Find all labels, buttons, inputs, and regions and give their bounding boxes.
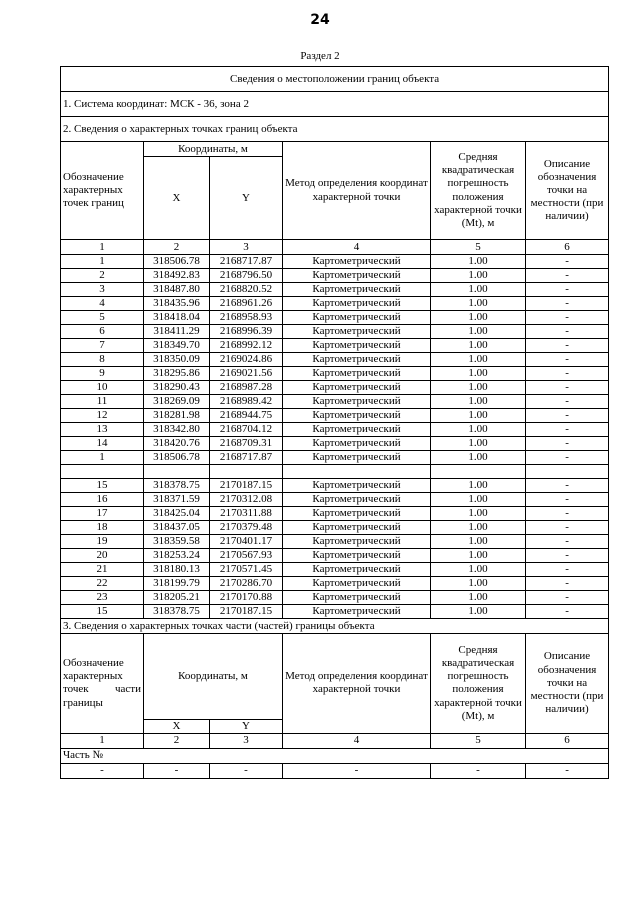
table-row <box>61 381 609 395</box>
cell-col-5: 1.00 <box>431 297 526 311</box>
cell-col-5: 1.00 <box>431 367 526 381</box>
table-row <box>61 311 609 325</box>
cell-col-5: 1.00 <box>431 479 526 493</box>
cell-col-1: 4 <box>61 297 144 311</box>
header3-x: X <box>144 720 210 734</box>
header-point-designation: Обозначение характерных точек границ <box>61 142 144 240</box>
cell-col-4: Картометрический <box>283 409 431 423</box>
table-row <box>61 563 609 577</box>
cell-col-3: 2170187.15 <box>210 605 283 619</box>
coordinate-system: 1. Система координат: МСК - 36, зона 2 <box>61 92 609 117</box>
boundary-table <box>60 66 609 779</box>
cell-col-3: 2168958.93 <box>210 311 283 325</box>
cell-col-4: Картометрический <box>283 493 431 507</box>
cell-col-1: 12 <box>61 409 144 423</box>
header3-point-designation: Обозначение характерных точек части границы <box>61 634 144 734</box>
cell-col-5: 1.00 <box>431 605 526 619</box>
cell-col-2: 318281.98 <box>144 409 210 423</box>
cell-col-2: 318487.80 <box>144 283 210 297</box>
cell-col-2: 318349.70 <box>144 339 210 353</box>
cell-col-4: Картометрический <box>283 339 431 353</box>
cell-col-6: - <box>526 409 609 423</box>
cell-col-5: 1.00 <box>431 283 526 297</box>
cell-col-3: 2168992.12 <box>210 339 283 353</box>
cell-col-4: Картометрический <box>283 297 431 311</box>
cell-col-5: 1.00 <box>431 269 526 283</box>
cell-col-5: 5 <box>431 240 526 255</box>
cell-col-1: 10 <box>61 381 144 395</box>
cell-col-5: 1.00 <box>431 325 526 339</box>
page-number: 24 <box>310 12 330 28</box>
cell-col-5: 1.00 <box>431 535 526 549</box>
table-row <box>61 521 609 535</box>
cell-col-4: Картометрический <box>283 563 431 577</box>
table-row <box>61 479 609 493</box>
cell-col-6: - <box>526 591 609 605</box>
table-row <box>61 423 609 437</box>
cell-col-5: 1.00 <box>431 311 526 325</box>
cell-col-6: - <box>526 549 609 563</box>
cell-col-4: Картометрический <box>283 549 431 563</box>
table-row <box>61 493 609 507</box>
cell-col-4: Картометрический <box>283 521 431 535</box>
cell-col-2: 318435.96 <box>144 297 210 311</box>
cell-col-3: 2168989.42 <box>210 395 283 409</box>
table-row <box>61 339 609 353</box>
cell-col-2: 318506.78 <box>144 255 210 269</box>
cell-col-4: Картометрический <box>283 325 431 339</box>
cell-col-3: 2168996.39 <box>210 325 283 339</box>
cell-col-3: 3 <box>210 240 283 255</box>
table-row <box>61 605 609 619</box>
header-x: X <box>144 157 210 240</box>
cell-col-1: 2 <box>61 269 144 283</box>
cell-col-1: 7 <box>61 339 144 353</box>
cell-col-3: 2168820.52 <box>210 283 283 297</box>
cell-col-4: Картометрический <box>283 605 431 619</box>
cell-col-5: 1.00 <box>431 381 526 395</box>
cell-col-4: Картометрический <box>283 381 431 395</box>
table-row <box>61 325 609 339</box>
cell-col-3: 2170312.08 <box>210 493 283 507</box>
cell-col-2: 318199.79 <box>144 577 210 591</box>
cell-col-1: 15 <box>61 605 144 619</box>
cell-col-2: 318350.09 <box>144 353 210 367</box>
cell-col-6: - <box>526 339 609 353</box>
cell-col-3: 2168704.12 <box>210 423 283 437</box>
cell-col-3: 2170401.17 <box>210 535 283 549</box>
cell-col-5: 1.00 <box>431 493 526 507</box>
contour-separator-row <box>61 465 609 479</box>
cell-col-2: 318180.13 <box>144 563 210 577</box>
cell-col-1: 1 <box>61 240 144 255</box>
cell-col-1: 1 <box>61 451 144 465</box>
cell-col-5: 1.00 <box>431 409 526 423</box>
cell-col-2: 318378.75 <box>144 479 210 493</box>
table-row <box>61 297 609 311</box>
header3-coords: Координаты, м <box>144 634 283 720</box>
part-label: Часть № <box>61 748 609 763</box>
table-row <box>61 507 609 521</box>
cell-col-6: - <box>526 423 609 437</box>
cell-col-2: 318253.24 <box>144 549 210 563</box>
cell-col-2: 318425.04 <box>144 507 210 521</box>
cell-col-5: 1.00 <box>431 395 526 409</box>
table-row <box>61 591 609 605</box>
cell-col-4: 4 <box>283 733 431 748</box>
cell-col-5: 1.00 <box>431 521 526 535</box>
cell-col-3: 2168961.26 <box>210 297 283 311</box>
cell-col-5: 1.00 <box>431 549 526 563</box>
cell-col-1: 14 <box>61 437 144 451</box>
cell-col-4: Картометрический <box>283 283 431 297</box>
cell-col-2: 318378.75 <box>144 605 210 619</box>
cell-col-6: - <box>526 353 609 367</box>
cell-col-2: - <box>144 763 210 778</box>
cell-col-5: 1.00 <box>431 591 526 605</box>
cell-col-2: 318205.21 <box>144 591 210 605</box>
cell-col-1: 6 <box>61 325 144 339</box>
cell-col-3: 2170571.45 <box>210 563 283 577</box>
cell-col-6: - <box>526 283 609 297</box>
table-title: Сведения о местоположении границ объекта <box>61 67 609 92</box>
cell-col-5: 1.00 <box>431 563 526 577</box>
cell-col-3: 2169021.56 <box>210 367 283 381</box>
cell-col-6: - <box>526 605 609 619</box>
header-y: Y <box>210 157 283 240</box>
header3-error: Средняя квадратическая погрешность положения характерной точки (Mt), м <box>431 634 526 734</box>
cell-col-2: 2 <box>144 240 210 255</box>
cell-col-6: - <box>526 367 609 381</box>
header-error: Средняя квадратическая погрешность положения характерной точки (Mt), м <box>431 142 526 240</box>
table-row <box>61 577 609 591</box>
table-row <box>61 409 609 423</box>
cell-col-6: - <box>526 437 609 451</box>
cell-col-1: 18 <box>61 521 144 535</box>
cell-col-6: - <box>526 763 609 778</box>
cell-col-3: 2170311.88 <box>210 507 283 521</box>
cell-col-3: 2168709.31 <box>210 437 283 451</box>
cell-col-3: 2170286.70 <box>210 577 283 591</box>
cell-col-3: 2168796.50 <box>210 269 283 283</box>
cell-col-1: 15 <box>61 479 144 493</box>
cell-col-2: 318371.59 <box>144 493 210 507</box>
cell-col-6: 6 <box>526 240 609 255</box>
cell-col-2: 318418.04 <box>144 311 210 325</box>
cell-col-3: - <box>210 763 283 778</box>
cell-col-5: 1.00 <box>431 577 526 591</box>
cell-col-6: - <box>526 451 609 465</box>
cell-col-3: 2170170.88 <box>210 591 283 605</box>
cell-col-4: Картометрический <box>283 255 431 269</box>
cell-col-3: 2168717.87 <box>210 451 283 465</box>
cell-col-6: - <box>526 577 609 591</box>
cell-col-6: - <box>526 325 609 339</box>
cell-col-4: Картометрический <box>283 311 431 325</box>
cell-col-1: 16 <box>61 493 144 507</box>
cell-col-6: - <box>526 493 609 507</box>
table-row <box>61 283 609 297</box>
section2-heading: 2. Сведения о характерных точках границ объекта <box>61 117 609 142</box>
header-coords: Координаты, м <box>144 142 283 157</box>
cell-col-6: - <box>526 479 609 493</box>
table-row <box>61 451 609 465</box>
cell-col-4: Картометрический <box>283 507 431 521</box>
cell-col-3: 2169024.86 <box>210 353 283 367</box>
cell-col-5: 5 <box>431 733 526 748</box>
cell-col-6: - <box>526 269 609 283</box>
cell-col-6: - <box>526 255 609 269</box>
empty-part-row <box>61 763 609 778</box>
table-row <box>61 395 609 409</box>
cell-col-6: - <box>526 535 609 549</box>
section-label: Раздел 2 <box>300 50 340 62</box>
cell-col-2: 318295.86 <box>144 367 210 381</box>
cell-col-3: 3 <box>210 733 283 748</box>
cell-col-4: Картометрический <box>283 437 431 451</box>
cell-col-4: Картометрический <box>283 395 431 409</box>
cell-col-4: Картометрический <box>283 353 431 367</box>
cell-col-3: 2168717.87 <box>210 255 283 269</box>
cell-col-2: 318342.80 <box>144 423 210 437</box>
cell-col-4: Картометрический <box>283 479 431 493</box>
cell-col-6: - <box>526 395 609 409</box>
cell-col-3: 2168944.75 <box>210 409 283 423</box>
cell-col-1: 8 <box>61 353 144 367</box>
cell-col-2: 2 <box>144 733 210 748</box>
cell-col-5: 1.00 <box>431 255 526 269</box>
cell-col-1: 3 <box>61 283 144 297</box>
cell-col-1: 17 <box>61 507 144 521</box>
table-row <box>61 255 609 269</box>
cell-col-4: Картометрический <box>283 535 431 549</box>
cell-col-5: 1.00 <box>431 353 526 367</box>
cell-col-1: 11 <box>61 395 144 409</box>
cell-col-1: 1 <box>61 255 144 269</box>
cell-col-1: - <box>61 763 144 778</box>
cell-col-2: 318506.78 <box>144 451 210 465</box>
cell-col-5: 1.00 <box>431 339 526 353</box>
cell-col-2: 318420.76 <box>144 437 210 451</box>
table-row <box>61 353 609 367</box>
cell-col-4: 4 <box>283 240 431 255</box>
cell-col-2: 318269.09 <box>144 395 210 409</box>
cell-col-6: - <box>526 311 609 325</box>
cell-col-5: 1.00 <box>431 437 526 451</box>
cell-col-1: 1 <box>61 733 144 748</box>
section3-heading: 3. Сведения о характерных точках части (частей) границы объекта <box>61 619 609 634</box>
cell-col-3: 2170187.15 <box>210 479 283 493</box>
cell-col-2: 318290.43 <box>144 381 210 395</box>
header3-y: Y <box>210 720 283 734</box>
table-row <box>61 549 609 563</box>
cell-col-1: 22 <box>61 577 144 591</box>
table-row <box>61 437 609 451</box>
cell-col-1: 9 <box>61 367 144 381</box>
header3-description: Описание обозначения точки на местности (при наличии) <box>526 634 609 734</box>
cell-col-3: 2168987.28 <box>210 381 283 395</box>
cell-col-5: 1.00 <box>431 507 526 521</box>
cell-col-4: - <box>283 763 431 778</box>
cell-col-6: - <box>526 297 609 311</box>
table-row <box>61 269 609 283</box>
column-numbers-row <box>61 240 609 255</box>
cell-col-6: - <box>526 521 609 535</box>
cell-col-5: 1.00 <box>431 451 526 465</box>
header3-method: Метод определения координат характерной точки <box>283 634 431 734</box>
cell-col-4: Картометрический <box>283 451 431 465</box>
cell-col-4: Картометрический <box>283 269 431 283</box>
cell-col-4: Картометрический <box>283 591 431 605</box>
cell-col-2: 318411.29 <box>144 325 210 339</box>
cell-col-6: 6 <box>526 733 609 748</box>
cell-col-3: 2170567.93 <box>210 549 283 563</box>
header-method: Метод определения координат характерной точки <box>283 142 431 240</box>
cell-col-1: 13 <box>61 423 144 437</box>
cell-col-2: 318437.05 <box>144 521 210 535</box>
cell-col-6: - <box>526 507 609 521</box>
cell-col-6: - <box>526 381 609 395</box>
column-numbers-row-part <box>61 733 609 748</box>
cell-col-3: 2170379.48 <box>210 521 283 535</box>
table-row <box>61 367 609 381</box>
table-row <box>61 535 609 549</box>
cell-col-1: 21 <box>61 563 144 577</box>
header-description: Описание обозначения точки на местности (при наличии) <box>526 142 609 240</box>
cell-col-5: - <box>431 763 526 778</box>
cell-col-1: 19 <box>61 535 144 549</box>
cell-col-1: 5 <box>61 311 144 325</box>
cell-col-2: 318492.83 <box>144 269 210 283</box>
cell-col-2: 318359.58 <box>144 535 210 549</box>
cell-col-4: Картометрический <box>283 367 431 381</box>
cell-col-4: Картометрический <box>283 577 431 591</box>
cell-col-5: 1.00 <box>431 423 526 437</box>
cell-col-4: Картометрический <box>283 423 431 437</box>
cell-col-1: 23 <box>61 591 144 605</box>
cell-col-6: - <box>526 563 609 577</box>
cell-col-1: 20 <box>61 549 144 563</box>
